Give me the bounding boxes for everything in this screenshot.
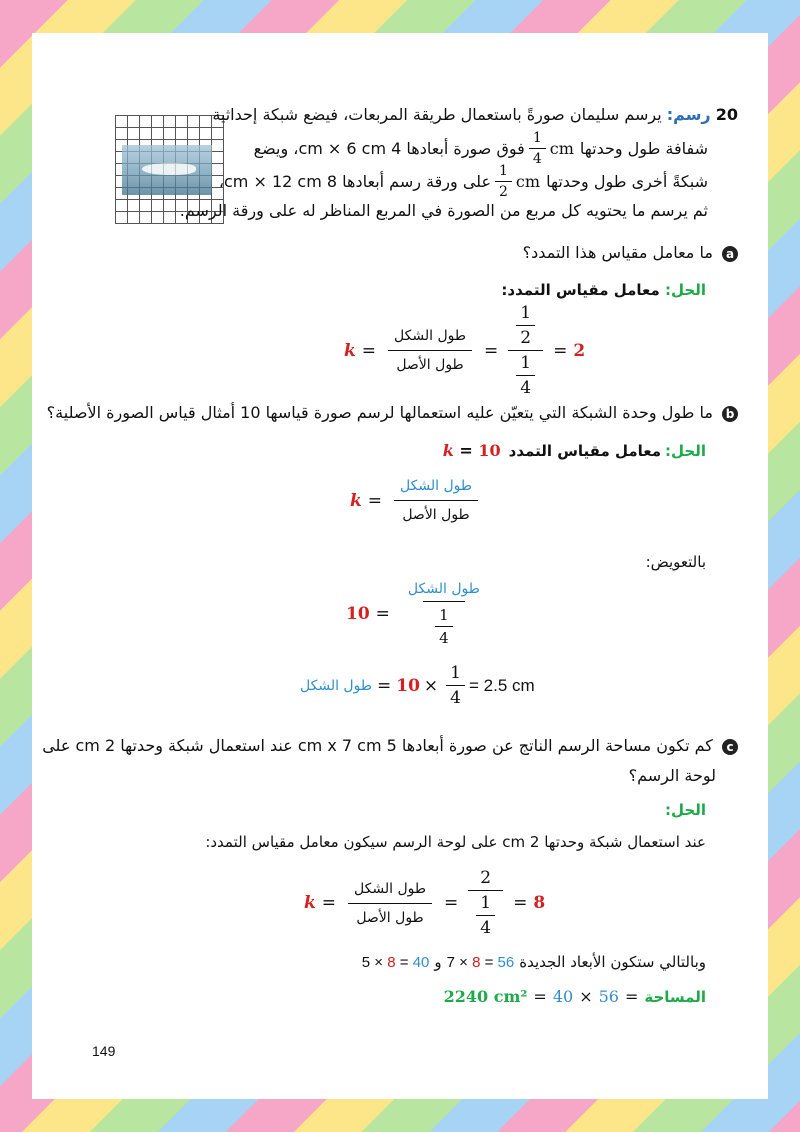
solution-text: معامل مقياس التمدد — [508, 441, 662, 460]
shark-icon — [142, 163, 196, 175]
area-line — [444, 987, 706, 1006]
part-b-question — [47, 403, 738, 422]
page-number: 149 — [92, 1043, 116, 1059]
problem-line-4: ثم يرسم ما يحتويه كل مربع من الصورة في المربع المناظر له على ورقة الرسم. — [179, 201, 708, 220]
compound-numerator — [508, 303, 543, 350]
ratio-denominator: طول الأصل — [394, 500, 477, 523]
compound-fraction — [468, 868, 503, 938]
unit-cm: cm — [549, 139, 574, 158]
equals-sign: = — [321, 893, 337, 913]
part-a-solution — [501, 281, 706, 299]
fraction-half — [495, 163, 512, 200]
part-c-solution-text: عند استعمال شبكة وحدتها 2 cm على لوحة الرسم سيكون معامل مقياس التمدد: — [205, 833, 706, 851]
problem-number: 20 — [715, 105, 738, 124]
part-c-question-1 — [42, 736, 738, 755]
compound-fraction — [508, 303, 543, 398]
part-c-question-text: كم تكون مساحة الرسم الناتج عن صورة أبعادها 5 cm x 7 cm عند استعمال شبكة وحدتها 2 cm على — [42, 736, 713, 755]
fraction-num: 2 — [480, 868, 492, 888]
problem-text-2c: فوق صورة أبعادها 4 cm × 6 cm، ويضع — [253, 139, 525, 158]
part-b-letter: b — [722, 406, 738, 422]
area-length: 56 — [598, 987, 619, 1006]
part-b-result: = 2.5 cm — [468, 675, 535, 695]
equals-sign: = — [376, 675, 392, 696]
equals-sign: = — [375, 604, 390, 624]
fraction-den: 4 — [446, 685, 465, 708]
problem-text-2a: شفافة طول وحدتها — [579, 139, 708, 158]
dim-factor: 7 × — [446, 953, 468, 971]
problem-text-3a: شبكةً أخرى طول وحدتها — [546, 172, 708, 191]
part-a-question-text: ما معامل مقياس هذا التمدد؟ — [522, 243, 713, 262]
part-c-solution-label: الحل: — [665, 801, 706, 819]
substitution-fraction — [400, 581, 488, 647]
part-c-letter: c — [722, 739, 738, 755]
dim-scale: 8 — [387, 953, 396, 971]
length-ratio — [346, 881, 434, 926]
part-a-letter: a — [722, 246, 738, 262]
fraction-quarter — [446, 663, 465, 708]
part-a-question — [523, 243, 738, 262]
length-ratio — [386, 328, 474, 373]
k-symbol: k — [344, 340, 356, 361]
problem-text-3c: على ورقة رسم أبعادها 8 cm × 12 cm، — [218, 172, 491, 191]
ratio-denominator: طول الأصل — [348, 903, 431, 926]
scale-factor: 10 — [478, 441, 501, 460]
equals-sign: = — [399, 953, 409, 971]
fraction-quarter — [476, 893, 495, 938]
ratio-denominator: طول الأصل — [388, 350, 471, 373]
equals-sign: = — [533, 987, 547, 1006]
problem-line-3 — [218, 163, 708, 200]
equals-sign: = — [484, 953, 494, 971]
part-a-result: 2 — [573, 340, 586, 361]
area-result: 2240 cm² — [443, 987, 528, 1006]
k-symbol: k — [350, 490, 362, 511]
ratio-numerator: طول الشكل — [354, 880, 427, 897]
new-dimensions — [362, 953, 706, 971]
dim-result: 56 — [497, 953, 515, 971]
compound-denominator — [468, 890, 503, 938]
equals-sign: = — [361, 340, 377, 361]
length-ratio — [392, 478, 480, 523]
fraction-num: 1 — [520, 303, 532, 323]
k-symbol: k — [304, 893, 316, 913]
dim-result: 40 — [412, 953, 430, 971]
fraction-num: 1 — [450, 663, 461, 683]
equals-sign: = — [513, 893, 528, 913]
scale-factor: 10 — [396, 675, 420, 696]
fraction-quarter — [435, 606, 453, 647]
dimension-1 — [447, 954, 515, 971]
part-a-equation — [344, 303, 585, 398]
dimension-2 — [362, 954, 430, 971]
problem-line-1 — [212, 105, 738, 124]
part-c-scale-result: 8 — [533, 893, 546, 913]
fraction-num: 1 — [480, 893, 492, 913]
part-b-formula — [350, 478, 484, 523]
dim-scale: 8 — [472, 953, 481, 971]
fraction-den: 4 — [435, 626, 453, 647]
and-word: و — [434, 953, 442, 971]
equals-sign: = — [459, 441, 473, 460]
ratio-numerator: طول الشكل — [394, 328, 467, 344]
equals-sign: = — [367, 490, 383, 511]
problem-title: رسم: — [666, 105, 711, 124]
solution-label: الحل: — [665, 441, 706, 460]
equals-sign: = — [553, 340, 568, 361]
substitution-equation — [346, 581, 492, 647]
part-c-equation — [304, 868, 545, 938]
area-width: 40 — [552, 987, 574, 1006]
compound-denominator — [508, 350, 543, 398]
solution-label: الحل: — [665, 281, 706, 299]
problem-line-2 — [228, 130, 708, 167]
equals-sign: = — [444, 893, 459, 913]
fraction-quarter — [516, 353, 535, 398]
times-sign: × — [579, 987, 593, 1006]
ratio-numerator: طول الشكل — [407, 581, 480, 597]
part-c-question-2: لوحة الرسم؟ — [628, 766, 716, 785]
k-equals-ten — [443, 441, 501, 460]
area-equation — [444, 987, 639, 1006]
fraction-den: 4 — [529, 148, 546, 167]
fraction-num: 1 — [439, 606, 449, 624]
figure-length-label: طول الشكل — [300, 677, 372, 694]
ratio-denominator — [423, 601, 465, 647]
scale-factor: 10 — [346, 604, 370, 624]
part-b-solution — [443, 441, 706, 460]
fraction-den: 2 — [495, 181, 512, 200]
fraction-num: 1 — [520, 353, 532, 373]
fraction-num: 1 — [499, 163, 508, 179]
part-b-question-text: ما طول وحدة الشبكة التي يتعيّن عليه استعمالها لرسم صورة قياسها 10 أمثال قياس الصورة الأصلية؟ — [46, 403, 713, 422]
fraction-quarter — [529, 130, 546, 167]
ratio-numerator: طول الشكل — [400, 478, 473, 494]
solution-text: معامل مقياس التمدد: — [501, 281, 660, 299]
equals-sign: = — [484, 340, 499, 361]
dim-factor: 5 × — [361, 953, 384, 971]
fraction-den: 2 — [516, 325, 535, 348]
fraction-den: 4 — [516, 375, 535, 398]
equals-sign: = — [624, 987, 639, 1006]
fraction-num: 1 — [532, 130, 542, 146]
part-b-final — [300, 663, 535, 708]
shark-photo — [122, 145, 212, 195]
area-label: المساحة — [644, 987, 706, 1006]
substitution-label: بالتعويض: — [645, 553, 706, 571]
problem-text-1: يرسم سليمان صورةً باستعمال طريقة المربعات، فيضع شبكة إحداثية — [212, 105, 662, 124]
fraction-den: 4 — [476, 915, 495, 938]
fraction-half — [516, 303, 535, 348]
dims-prefix: وبالتالي ستكون الأبعاد الجديدة — [519, 953, 706, 971]
unit-cm: cm — [515, 172, 541, 191]
times-sign: × — [423, 675, 439, 696]
k-symbol: k — [442, 441, 454, 460]
worksheet-page — [32, 33, 768, 1099]
